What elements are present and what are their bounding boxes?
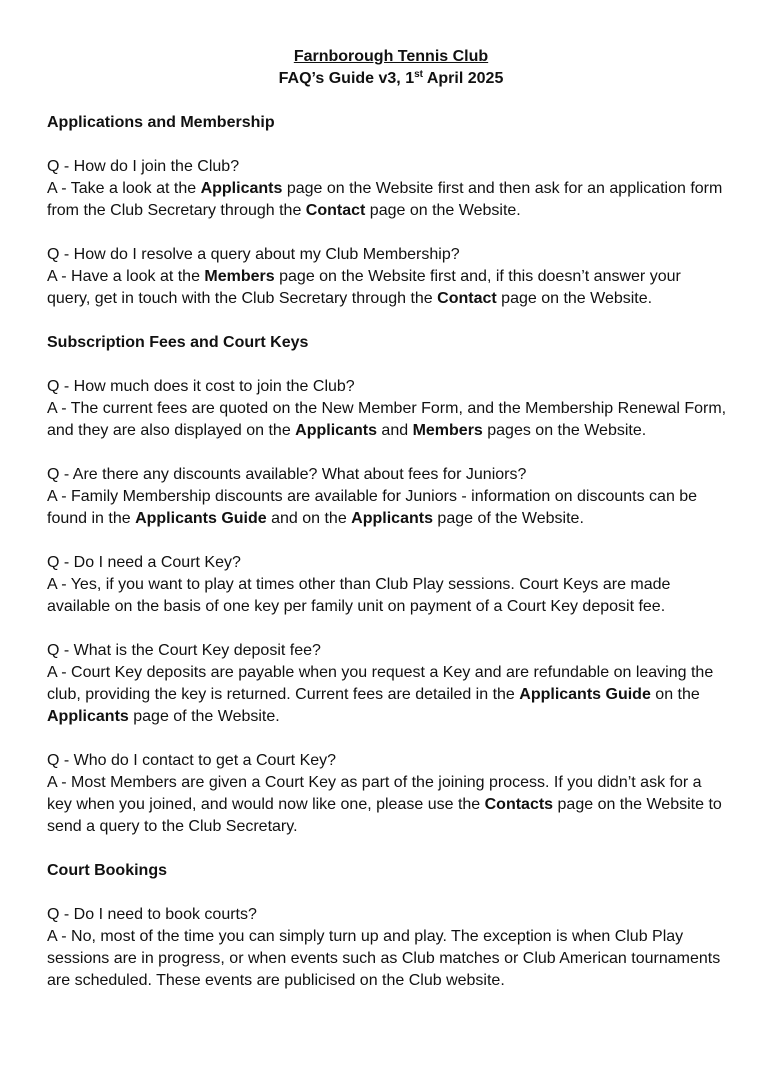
- faq-item: [47, 376, 727, 442]
- bold-term: Applicants: [47, 708, 129, 725]
- faq-question: Q - Are there any discounts available? What about fees for Juniors?: [47, 466, 527, 483]
- bold-term: Applicants: [295, 422, 377, 439]
- faq-item: [47, 156, 727, 222]
- bold-term: Contact: [305, 202, 366, 219]
- faq-answer: A - Take a look at the Applicants page on the Website first and then ask for an application form from the Club Secretary through the Contact page on the Website.: [47, 180, 723, 219]
- subtitle-ordinal: st: [414, 69, 423, 80]
- faq-answer: A - Yes, if you want to play at times other than Club Play sessions. Court Keys are made available on the basis of one key per family unit on payment of a Court Key deposit fee.: [47, 576, 671, 615]
- faq-question: Q - How much does it cost to join the Club?: [47, 378, 355, 395]
- bold-term: Members: [204, 268, 275, 285]
- faq-item: [47, 750, 727, 838]
- bold-term: Applicants Guide: [135, 510, 267, 527]
- faq-item: [47, 244, 727, 310]
- bold-term: Applicants: [351, 510, 433, 527]
- faq-answer: A - Family Membership discounts are available for Juniors - information on discounts can be found in the Applicants Guide and on the Applicants page of the Website.: [47, 488, 698, 527]
- bold-term: Applicants Guide: [519, 686, 651, 703]
- faq-answer: A - The current fees are quoted on the New Member Form, and the Membership Renewal Form, and they are also displayed on the Applicants and Members pages on the Website.: [47, 400, 727, 439]
- section-heading-fees: Subscription Fees and Court Keys: [47, 334, 309, 351]
- subtitle-prefix: FAQ’s Guide v3, 1: [278, 70, 415, 87]
- subtitle-suffix: April 2025: [423, 70, 504, 87]
- bold-term: Applicants: [200, 180, 283, 197]
- bold-term: Contacts: [484, 796, 554, 813]
- faq-question: Q - Do I need to book courts?: [47, 906, 257, 923]
- faq-answer: A - Most Members are given a Court Key as part of the joining process. If you didn’t ask for a key when you joined, and would now like one, please use the Contacts page on the Website to send a query to the Club Secretary.: [47, 774, 722, 835]
- bold-term: Contact: [437, 290, 497, 307]
- faq-question: Q - Do I need a Court Key?: [47, 554, 241, 571]
- faq-answer: A - No, most of the time you can simply turn up and play. The exception is when Club Play sessions are in progress, or when events such as Club matches or Club American tournaments are scheduled. These events are publicised on the Club website.: [47, 928, 721, 989]
- faq-item: [47, 904, 727, 992]
- faq-item: [47, 640, 727, 728]
- document-header: [55, 46, 727, 90]
- faq-question: Q - How do I join the Club?: [47, 158, 240, 175]
- faq-item: [47, 464, 727, 530]
- faq-answer: A - Have a look at the Members page on the Website first and, if this doesn’t answer your query, get in touch with the Club Secretary through the Contact page on the Website.: [47, 268, 681, 307]
- section-heading-bookings: Court Bookings: [47, 862, 167, 879]
- document-subtitle: [55, 68, 727, 90]
- faq-question: Q - What is the Court Key deposit fee?: [47, 642, 321, 659]
- document-title: Farnborough Tennis Club: [293, 48, 489, 65]
- faq-item: [47, 552, 727, 618]
- faq-question: Q - Who do I contact to get a Court Key?: [47, 752, 337, 769]
- faq-document: [47, 46, 727, 992]
- section-heading-applications: Applications and Membership: [47, 114, 275, 131]
- faq-answer: A - Court Key deposits are payable when you request a Key and are refundable on leaving the club, providing the key is returned. Current fees are detailed in the Applicants Guide on the Applicants page of the Website.: [47, 664, 714, 725]
- faq-question: Q - How do I resolve a query about my Club Membership?: [47, 246, 460, 263]
- bold-term: Members: [412, 422, 483, 439]
